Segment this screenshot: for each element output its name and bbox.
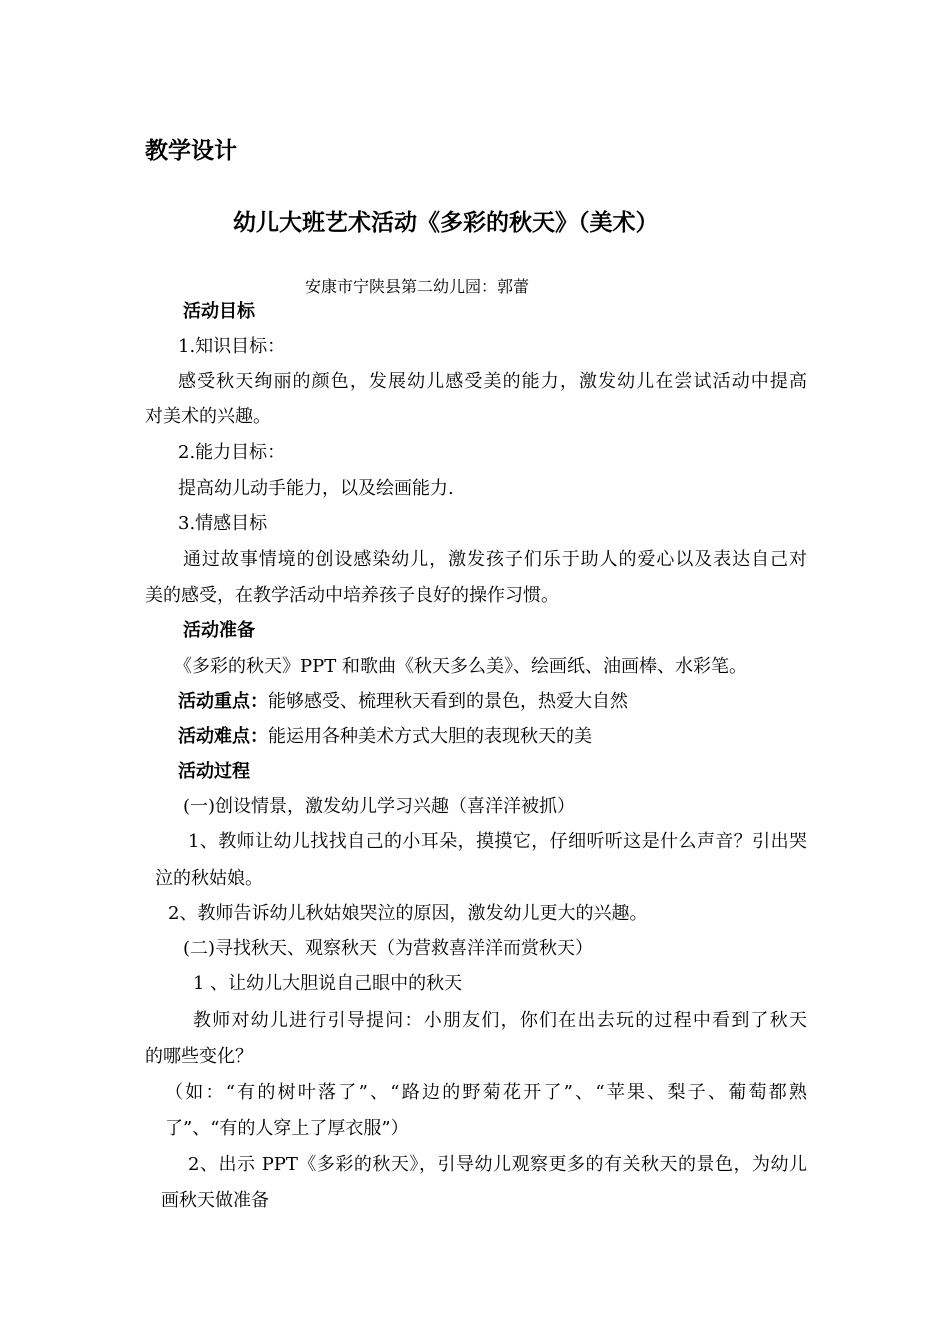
prep-text: 《多彩的秋天》PPT 和歌曲《秋天多么美》、绘画纸、油画棒、水彩笔。 xyxy=(174,656,747,677)
process-part1-item1-line1: 1、教师让幼儿找找自己的小耳朵，摸摸它，仔细听听这是什么声音？引出哭 xyxy=(188,831,807,852)
difficulty-text: 能运用各种美术方式大胆的表现秋天的美 xyxy=(268,726,592,747)
section-heading-process: 活动过程 xyxy=(178,761,250,782)
process-part2-item2-line2: 画秋天做准备 xyxy=(161,1190,269,1211)
process-part1-item1-line2: 泣的秋姑娘。 xyxy=(155,868,263,889)
section-heading-goals: 活动目标 xyxy=(183,301,255,322)
difficulty-line xyxy=(178,725,592,749)
section-heading-prep: 活动准备 xyxy=(183,620,255,641)
process-part2-title: (二)寻找秋天、观察秋天（为营救喜洋洋而赏秋天） xyxy=(183,938,594,959)
key-point-label: 活动重点： xyxy=(178,691,268,712)
process-part1-item2: 2、教师告诉幼儿秋姑娘哭泣的原因，激发幼儿更大的兴趣。 xyxy=(168,903,648,924)
process-part1-title: (一)创设情景，激发幼儿学习兴趣（喜洋洋被抓） xyxy=(183,796,576,817)
key-point-text: 能够感受、梳理秋天看到的景色，热爱大自然 xyxy=(268,691,628,712)
document-title: 幼儿大班艺术活动《多彩的秋天》（美术） xyxy=(233,210,659,236)
key-point-line xyxy=(178,690,628,714)
goal2-text: 提高幼儿动手能力，以及绘画能力. xyxy=(178,478,454,499)
goal3-text-line2: 美的感受，在教学活动中培养孩子良好的操作习惯。 xyxy=(145,585,559,606)
goal2-label: 2.能力目标： xyxy=(178,442,286,463)
process-part2-item2-line1: 2、出示 PPT《多彩的秋天》，引导幼儿观察更多的有关秋天的景色，为幼儿 xyxy=(188,1154,807,1175)
goal1-text-line1: 感受秋天绚丽的颜色，发展幼儿感受美的能力，激发幼儿在尝试活动中提高 xyxy=(178,371,807,392)
process-part2-item1: 1 、让幼儿大胆说自己眼中的秋天 xyxy=(193,973,463,994)
process-part2-question-line1: 教师对幼儿进行引导提问：小朋友们，你们在出去玩的过程中看到了秋天 xyxy=(193,1010,807,1031)
document-heading: 教学设计 xyxy=(145,138,237,164)
goal3-text-line1: 通过故事情境的创设感染幼儿，激发孩子们乐于助人的爱心以及表达自己对 xyxy=(183,549,807,570)
difficulty-label: 活动难点： xyxy=(178,726,268,747)
goal1-text-line2: 对美术的兴趣。 xyxy=(145,406,271,427)
process-part2-question-line2: 的哪些变化？ xyxy=(145,1046,253,1067)
process-part2-example-line2: 了”、“有的人穿上了厚衣服”） xyxy=(165,1118,409,1139)
goal3-label: 3.情感目标 xyxy=(178,513,268,534)
goal1-label: 1.知识目标： xyxy=(178,336,286,357)
process-part2-example-line1: （如：“有的树叶落了”、“路边的野菊花开了”、“苹果、梨子、葡萄都熟 xyxy=(165,1082,807,1103)
author-line: 安康市宁陕县第二幼儿园：郭蕾 xyxy=(305,277,530,296)
